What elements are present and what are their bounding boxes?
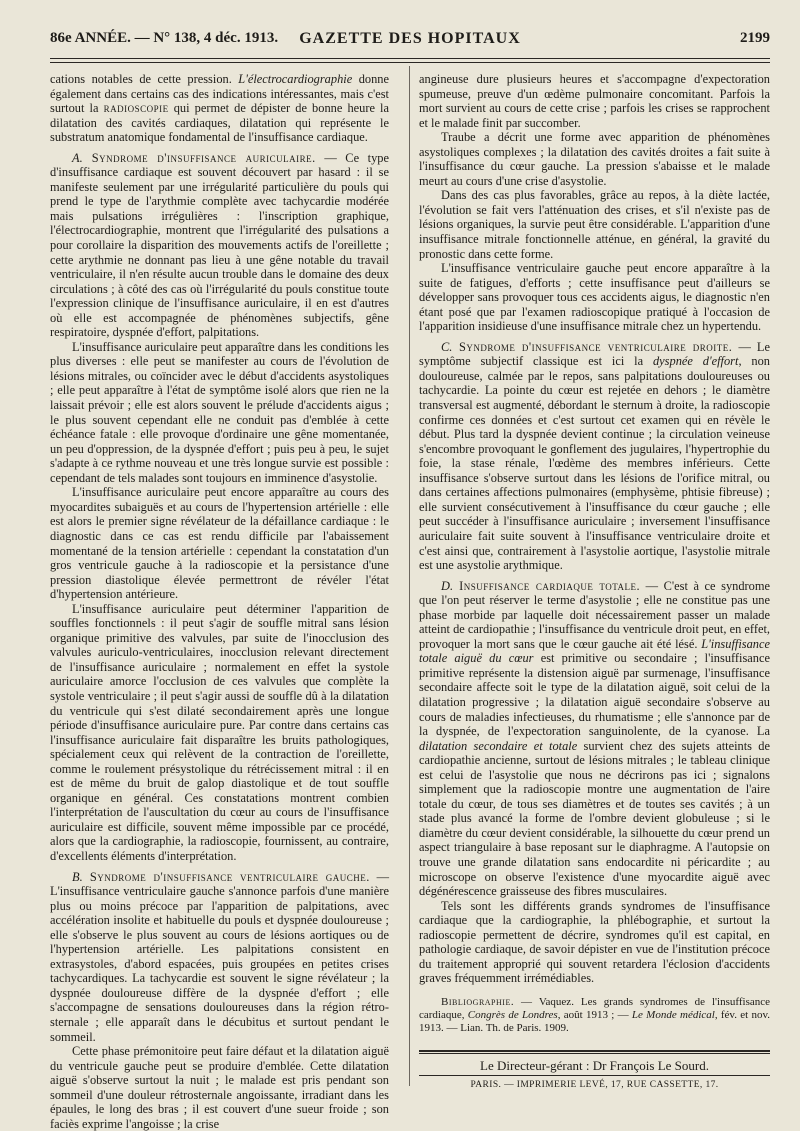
journal-title: GAZETTE DES HOPITAUX bbox=[299, 30, 521, 47]
section-letter: A. bbox=[72, 150, 83, 165]
text: , non douloureuse, calmée par le repos, sans palpitations douloureuses ou tachycardie. La pointe du cœur est rejetée en dehors ; le diamètre transversal est augmenté, débordant le sternum à droite, la radioscopie confirme ces données et c'est surtout cet examen qui en révèle le début. Plus tard la dyspnée devient continue ; la circulation veineuse s'encombre provoquant le gonflement des jugulaires, l'hypertrophie du foie, la stase rénale, l'œdème des membres inférieurs. Cette insuffisance s'observe surtout dans les lésions de l'orifice mitral, ou dans certaines affections pulmonaires (emphysème, phtisie fibreuse) ; elle survient consécutivement à l'insuffisance du cœur gauche ; elle peut succéder à l'insuffisance auriculaire ; inversement l'insuffisance auriculaire fait suite souvent à l'insuffisance ventriculaire droite et c'est ainsi que, contrairement à l'asystolie aortique, l'asystolie mitrale est une asystolie arythmique. bbox=[419, 354, 770, 573]
section-letter: C. bbox=[441, 339, 453, 354]
text: survient chez des sujets atteints de cardiopathie ancienne, surtout de lésions mitrales ; le tableau clinique est celui de l'asystolie que nous ne décrirons pas ici ; signalons simplement que la radioscopie montre une augmentation de l'aire totale du cœur, de tous ses diamètres et de toutes ses cavités ; à un stade plus avancé la forme de l'ombre devient globuleuse ; si le diamètre du cœur devient considérable, la silhouette du cœur prend un aspect triangulaire à base reposant sur le diaphragme. A l'autopsie on trouve une grande dilatation sans endocardite ni péricardite ; au microscope on observe l'existence d'une myocardite aiguë avec dégénérescence graisseuse des fibres musculaires. bbox=[419, 738, 770, 899]
text: — Vaquez. Les grands syndromes de l'insuffisance cardiaque, bbox=[419, 995, 770, 1021]
text: — Ce type d'insuffisance cardiaque est souvent découvert par hasard : il se manifeste seulement par une irrégularité particulière du pouls qui prend le type de l'arythmie complète avec tachycardie modérée mais pulsations irrégulières : l'inscription graphique, l'électrocardiographie, montrent que l'irrégularité des pulsations a pour corollaire la disparition des mouvements actifs de l'oreillette ; cette arythmie ne donnant pas lieu à une gêne notable du travail ventriculaire, il n'en résulte aucun trouble dans le domaine des deux circulations ; à côté des cas où l'irrégularité du pouls constitue toute l'expression clinique de l'insuffisance auriculaire, il en est d'autres où elle est accompagnée de phénomènes subjectifs, gêne respiratoire, dyspnée d'effort, palpitations. bbox=[50, 150, 390, 340]
text: donne également dans certains cas des indications intéressantes, mais c'est surtout la bbox=[50, 72, 389, 116]
text-italic: L'électrocardiographie bbox=[238, 72, 353, 86]
text: est primitive ou secondaire ; l'insuffisance primitive représente la distension aiguë par surmenage, l'insuffisance secondaire affecte soit le type de la dilatation aiguë, soit celui de la dilatation progressive ; la dilatation aiguë secondaire s'observe au cours de maladies infectieuses, du rhumatisme ; elle s'annonce par de la dyspnée, de l'expectoration sanguinolente, de la cyanose. La bbox=[419, 651, 770, 739]
signature-rule-top-thin bbox=[419, 1053, 770, 1054]
page-number: 2199 bbox=[740, 30, 770, 46]
issue-info: 86e ANNÉE. — N° 138, 4 déc. 1913. bbox=[50, 30, 279, 46]
text-italic: Le Monde médical bbox=[631, 1008, 715, 1021]
manager-signature: Le Directeur-gérant : Dr François Le Sourd. bbox=[480, 1058, 709, 1073]
text: , août 1913 ; — bbox=[557, 1008, 632, 1021]
page-header bbox=[50, 30, 770, 52]
section-title: Syndrome d'insuffisance auriculaire. bbox=[82, 150, 316, 165]
section-a bbox=[50, 151, 389, 340]
section-title: Syndrome d'insuffisance ventriculaire droite. bbox=[452, 339, 733, 354]
paragraph bbox=[50, 72, 389, 145]
text-smallcaps: radioscopie bbox=[103, 101, 169, 116]
text: — C'est à ce syndrome que l'on peut réserver le terme d'asystolie ; elle ne constitue pas une phase morbide par laquelle doit nécessairement passer un malade atteint de cardiopathie ; l'insuffisance du ventricule droit peut, en effet, provoquer la mort sans que le cœur gauche ait été lésé. bbox=[419, 578, 770, 651]
section-b bbox=[50, 870, 389, 1045]
section-d bbox=[419, 579, 770, 899]
text: — Le symptôme subjectif classique est ici la bbox=[419, 339, 770, 369]
paragraph: Cette phase prémonitoire peut faire défaut et la dilatation aiguë du ventricule gauche peut se produire d'emblée. Cette dilatation aiguë s'observe surtout la nuit ; le malade est pris pendant son sommeil d'une douleur rétrosternale angoissante, irradiant dans les épaules, le long des bras ; il est couvert d'une sueur froide ; son faciès exprime l'angoisse ; la crise bbox=[50, 1044, 389, 1131]
bibliography-label: Bibliographie. bbox=[441, 995, 515, 1008]
signature-rule-bottom bbox=[419, 1075, 770, 1076]
text: cations notables de cette pression. bbox=[50, 72, 239, 86]
text-italic: dyspnée d'effort bbox=[652, 354, 739, 369]
text: , fév. et nov. 1913. — Lian. Th. de Paris. 1909. bbox=[419, 1008, 771, 1034]
signature-rule-top bbox=[419, 1050, 770, 1052]
left-column bbox=[50, 72, 389, 1131]
section-letter: D. bbox=[441, 578, 454, 593]
printer-imprint: PARIS. — IMPRIMERIE LEVÉ, 17, RUE CASSETTE, 17. bbox=[470, 1080, 719, 1090]
text-italic: dilatation secondaire et totale bbox=[419, 738, 578, 753]
section-title: Insuffisance cardiaque totale. bbox=[453, 578, 641, 593]
paragraph: L'insuffisance ventriculaire gauche peut encore apparaître à la suite de fatigues, d'efforts ; cette insuffisance peut d'ailleurs se développer sans provoquer tous ces accidents aigus, le diagnostic n'en étant posé que par l'examen radioscopique pratiqué à l'occasion de l'apparition insidieuse d'une insuffisance mitrale chez un hypertendu. bbox=[419, 261, 770, 334]
text: — L'insuffisance ventriculaire gauche s'annonce parfois d'une manière plus ou moins précoce par l'apparition de palpitations, avec accélération insolite et habituelle du pouls et dyspnée douloureuse ; elle s'observe le plus souvent au cours de lésions aortiques ou de l'hypertension artérielle. Les palpitations consistent en extrasystoles, d'abord espacées, puis groupées en petites crises tachycardiques. La tachycardie est souvent le signe révélateur ; la dyspnée douloureuse diffère de la dyspnée d'effort ; elle s'accompagne de sensations douloureuses dans la région rétro-sternale ; elle apparaît dans le décubitus et surtout pendant le sommeil. bbox=[50, 869, 389, 1044]
text-italic: L'insuffisance totale aiguë du cœur bbox=[419, 636, 770, 666]
text: qui permet de dépister de bonne heure la dilatation des cavités cardiaques, dilatation qui représente le substratum anatomique fondamental de l'insuffisance cardiaque. bbox=[50, 101, 389, 145]
paragraph: L'insuffisance auriculaire peut apparaître dans les conditions les plus diverses : elle peut se manifester au cours de l'évolution de lésions mitrales, ou coïncider avec le début d'accidents asystoliques ; elle peut apparaître à l'état de symptôme isolé alors que rien ne la laissait prévoir ; elle est alors souvent le prélude d'accidents aigus ; le plus souvent cependant elle ne conduit pas d'emblée à cette échéance fatale : elle provoque d'ordinaire une gêne momentanée, un peu d'oppression, de la dyspnée d'effort ; puis peu à peu, le sujet s'adapte à ce rythme nouveau et une très longue survie est possible : cependant de tels malades sont toujours en imminence d'asystolie. bbox=[50, 339, 389, 485]
section-letter: B. bbox=[72, 869, 83, 884]
paragraph: Dans des cas plus favorables, grâce au repos, à la diète lactée, l'évolution se fait vers l'atténuation des crises, et s'il n'existe pas de lésions organiques, la survie peut être considérable. L'apparition d'une insuffisance mitrale fonctionnelle atténue, en général, la gravité du pronostic dans cette forme. bbox=[419, 188, 770, 261]
header-rule bbox=[50, 58, 770, 59]
right-column bbox=[419, 72, 770, 1035]
text-italic: Congrès de Londres bbox=[467, 1008, 558, 1021]
paragraph: Traube a décrit une forme avec apparition de phénomènes asystoliques complexes ; la dilatation des cavités droites a fait suite à l'insuffisance du cœur gauche. La pression s'abaisse et le malade meurt au cours d'une crise d'asystolie. bbox=[419, 130, 770, 188]
paragraph: Tels sont les différents grands syndromes de l'insuffisance cardiaque que la cardiographie, la phlébographie, et surtout la radioscopie permettent de décrire, syndromes qu'il est capital, en pathologie cardiaque, de savoir dépister en vue de l'institution précoce du traitement approprié qui souvent retardera l'éclosion d'accidents graves fréquemment irrémédiables. bbox=[419, 898, 770, 986]
paragraph: L'insuffisance auriculaire peut déterminer l'apparition de souffles fonctionnels : il peut s'agir de souffle mitral sans lésion organique primitive des valvules, par suite de l'inocclusion des valvules auriculo-ventriculaires, inocclusion relevant directement de l'insuffisance auriculaire ; normalement en effet la systole auriculaire amorce l'occlusion de ces valvules que complète la systole ventriculaire ; il peut s'agir aussi de souffle dû à la dilatation du ventricule qui s'est dilaté secondairement après une longue période d'insuffisance auriculaire pure. Par contre dans certains cas l'insuffisance auriculaire fait disparaître les bruits pathologiques, spécialement ceux qui relèvent de la contraction de l'oreillette, comme le roulement présystolique du rétrécissement mitral : il en est de même du bruit de galop diastolique et de tout souffle organique en général. Ces constatations montrent combien l'interprétation de l'auscultation du cœur au cours de l'insuffisance auriculaire est difficile, souvent même impossible par ce procédé, alors que la cardiographie, la radioscopie, fournissent, au contraire, d'excellents éléments d'interprétation. bbox=[50, 601, 389, 863]
header-rule-thin bbox=[50, 62, 770, 63]
section-title: Syndrome d'insuffisance ventriculaire gauche. bbox=[82, 869, 370, 884]
section-c bbox=[419, 340, 770, 573]
bibliography bbox=[419, 996, 770, 1035]
paragraph: L'insuffisance auriculaire peut encore apparaître au cours des myocardites subaiguës et au cours de l'hypertension artérielle : elle est alors le premier signe révélateur de la défaillance cardiaque : le diagnostic dans ce cas est rendu difficile par l'abaissement momentané de la tension artérielle : cependant la constatation d'un gros ventricule gauche à la radioscopie et la persistance d'une pression diastolique élevée permettront de révéler l'état d'hypertension antérieure. bbox=[50, 485, 389, 602]
column-divider bbox=[409, 66, 410, 1086]
paragraph: angineuse dure plusieurs heures et s'accompagne d'expectoration spumeuse, preuve d'un œdème pulmonaire concomitant. Parfois la mort survient au cours de cette crise ; parfois les crises se rapprochent et le malade finit par succomber. bbox=[419, 72, 770, 130]
